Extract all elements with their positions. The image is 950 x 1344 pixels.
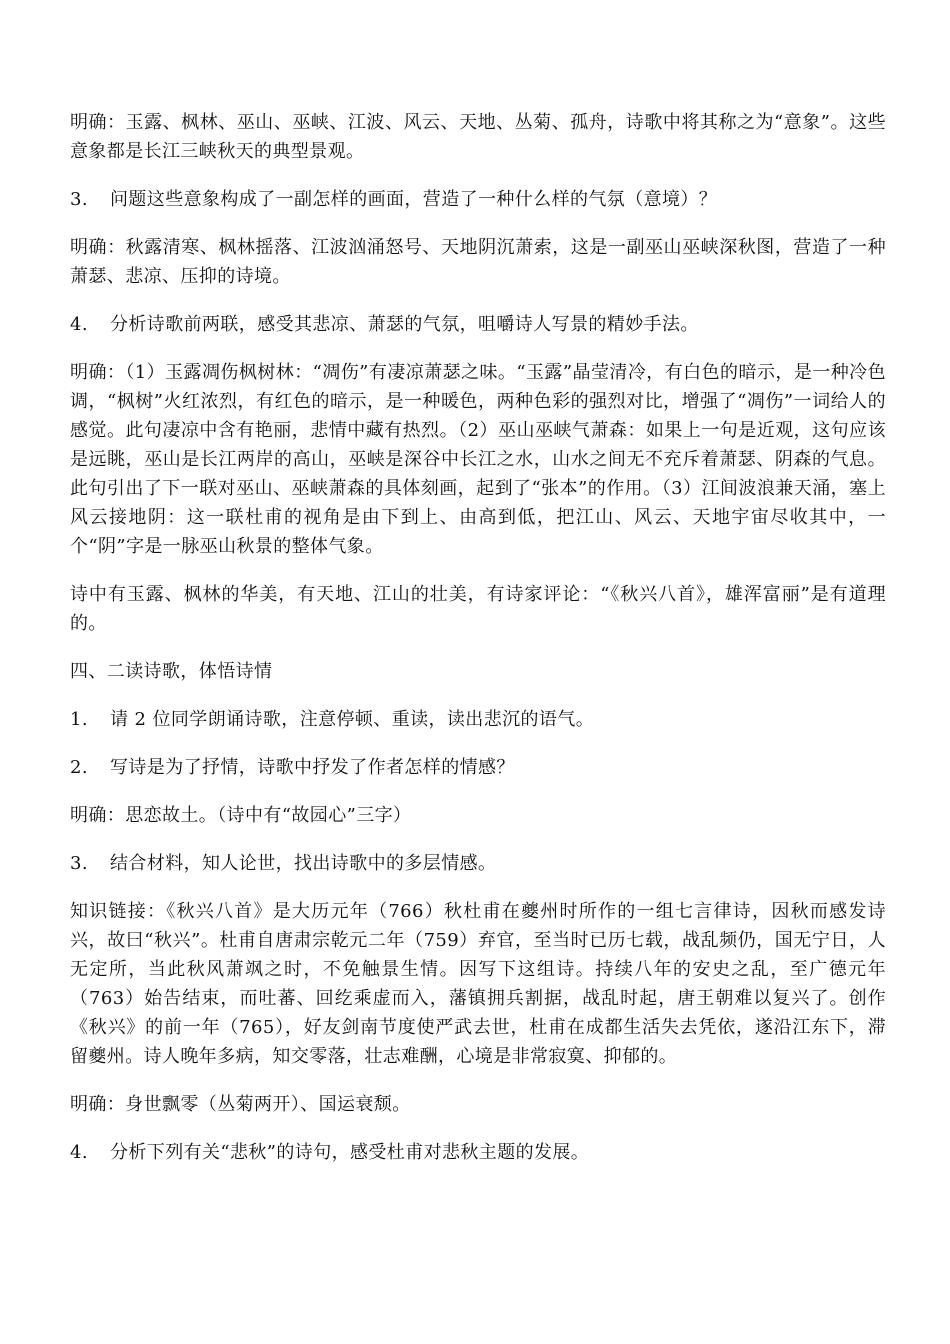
numbered-item — [70, 753, 886, 782]
paragraph: 明确：玉露、枫林、巫山、巫峡、江波、风云、天地、丛菊、孤舟，诗歌中将其称之为“意象”。这些意象都是长江三峡秋天的典型景观。 — [70, 112, 886, 162]
item-number: 2. — [70, 757, 88, 778]
numbered-item — [70, 705, 886, 734]
item-text: 写诗是为了抒情，诗歌中抒发了作者怎样的情感？ — [110, 757, 515, 778]
item-text: 问题这些意象构成了一副怎样的画面，营造了一种什么样的气氛（意境）？ — [110, 189, 718, 210]
paragraph: 知识链接：《秋兴八首》是大历元年（766）秋杜甫在夔州时所作的一组七言律诗，因秋而感发诗兴，故曰“秋兴”。杜甫自唐肃宗乾元二年（759）弃官，至当时已历七载，战乱频仍，国无宁日，人无定所，当此秋风萧飒之时，不免触景生情。因写下这组诗。持续八年的安史之乱，至广德元年（763）始告结束，而吐蕃、回纥乘虚而入，藩镇拥兵割据，战乱时起，唐王朝难以复兴了。创作《秋兴》的前一年（765），好友剑南节度使严武去世，杜甫在成都生活失去凭依，遂沿江东下，滞留夔州。诗人晚年多病，知交零落，壮志难酬，心境是非常寂寞、抑郁的。 — [70, 901, 886, 1067]
item-number: 3. — [70, 853, 88, 874]
numbered-item — [70, 310, 886, 339]
document-page — [70, 108, 886, 1186]
paragraph: 诗中有玉露、枫林的华美，有天地、江山的壮美，有诗家评论：“《秋兴八首》，雄浑富丽”是有道理的。 — [70, 584, 886, 634]
item-text: 分析诗歌前两联，感受其悲凉、萧瑟的气氛，咀嚼诗人写景的精妙手法。 — [110, 314, 699, 335]
item-number: 4. — [70, 1142, 88, 1163]
item-text: 分析下列有关“悲秋”的诗句，感受杜甫对悲秋主题的发展。 — [110, 1142, 590, 1163]
item-number: 3. — [70, 189, 88, 210]
numbered-item — [70, 185, 886, 214]
item-text: 结合材料，知人论世，找出诗歌中的多层情感。 — [110, 853, 497, 874]
numbered-item — [70, 849, 886, 878]
numbered-item — [70, 1138, 886, 1167]
paragraph: 明确：（1）玉露凋伤枫树林：“凋伤”有凄凉萧瑟之味。“玉露”晶莹清冷，有白色的暗示，是一种冷色调，“枫树”火红浓烈，有红色的暗示，是一种暖色，两种色彩的强烈对比，增强了“凋伤”一词给人的感觉。此句凄凉中含有艳丽，悲情中藏有热烈。（2）巫山巫峡气萧森：如果上一句是近观，这句应该是远眺，巫山是长江两岸的高山，巫峡是深谷中长江之水，山水之间无不充斥着萧瑟、阴森的气息。此句引出了下一联对巫山、巫峡萧森的具体刻画，起到了“张本”的作用。（3）江间波浪兼天涌，塞上风云接地阴：这一联杜甫的视角是由下到上、由高到低，把江山、风云、天地宇宙尽收其中，一个“阴”字是一脉巫山秋景的整体气象。 — [70, 362, 886, 557]
item-text: 请 2 位同学朗诵诗歌，注意停顿、重读，读出悲沉的语气。 — [110, 709, 595, 730]
item-number: 1. — [70, 709, 88, 730]
item-number: 4. — [70, 314, 88, 335]
paragraph: 明确：秋露清寒、枫林摇落、江波汹涌怒号、天地阴沉萧索，这是一副巫山巫峡深秋图，营造了一种萧瑟、悲凉、压抑的诗境。 — [70, 237, 886, 287]
paragraph: 明确：身世飘零（丛菊两开）、国运衰颓。 — [70, 1094, 411, 1115]
section-heading: 四、二读诗歌，体悟诗情 — [70, 661, 273, 682]
paragraph: 明确：思恋故土。（诗中有“故园心”三字） — [70, 805, 412, 826]
